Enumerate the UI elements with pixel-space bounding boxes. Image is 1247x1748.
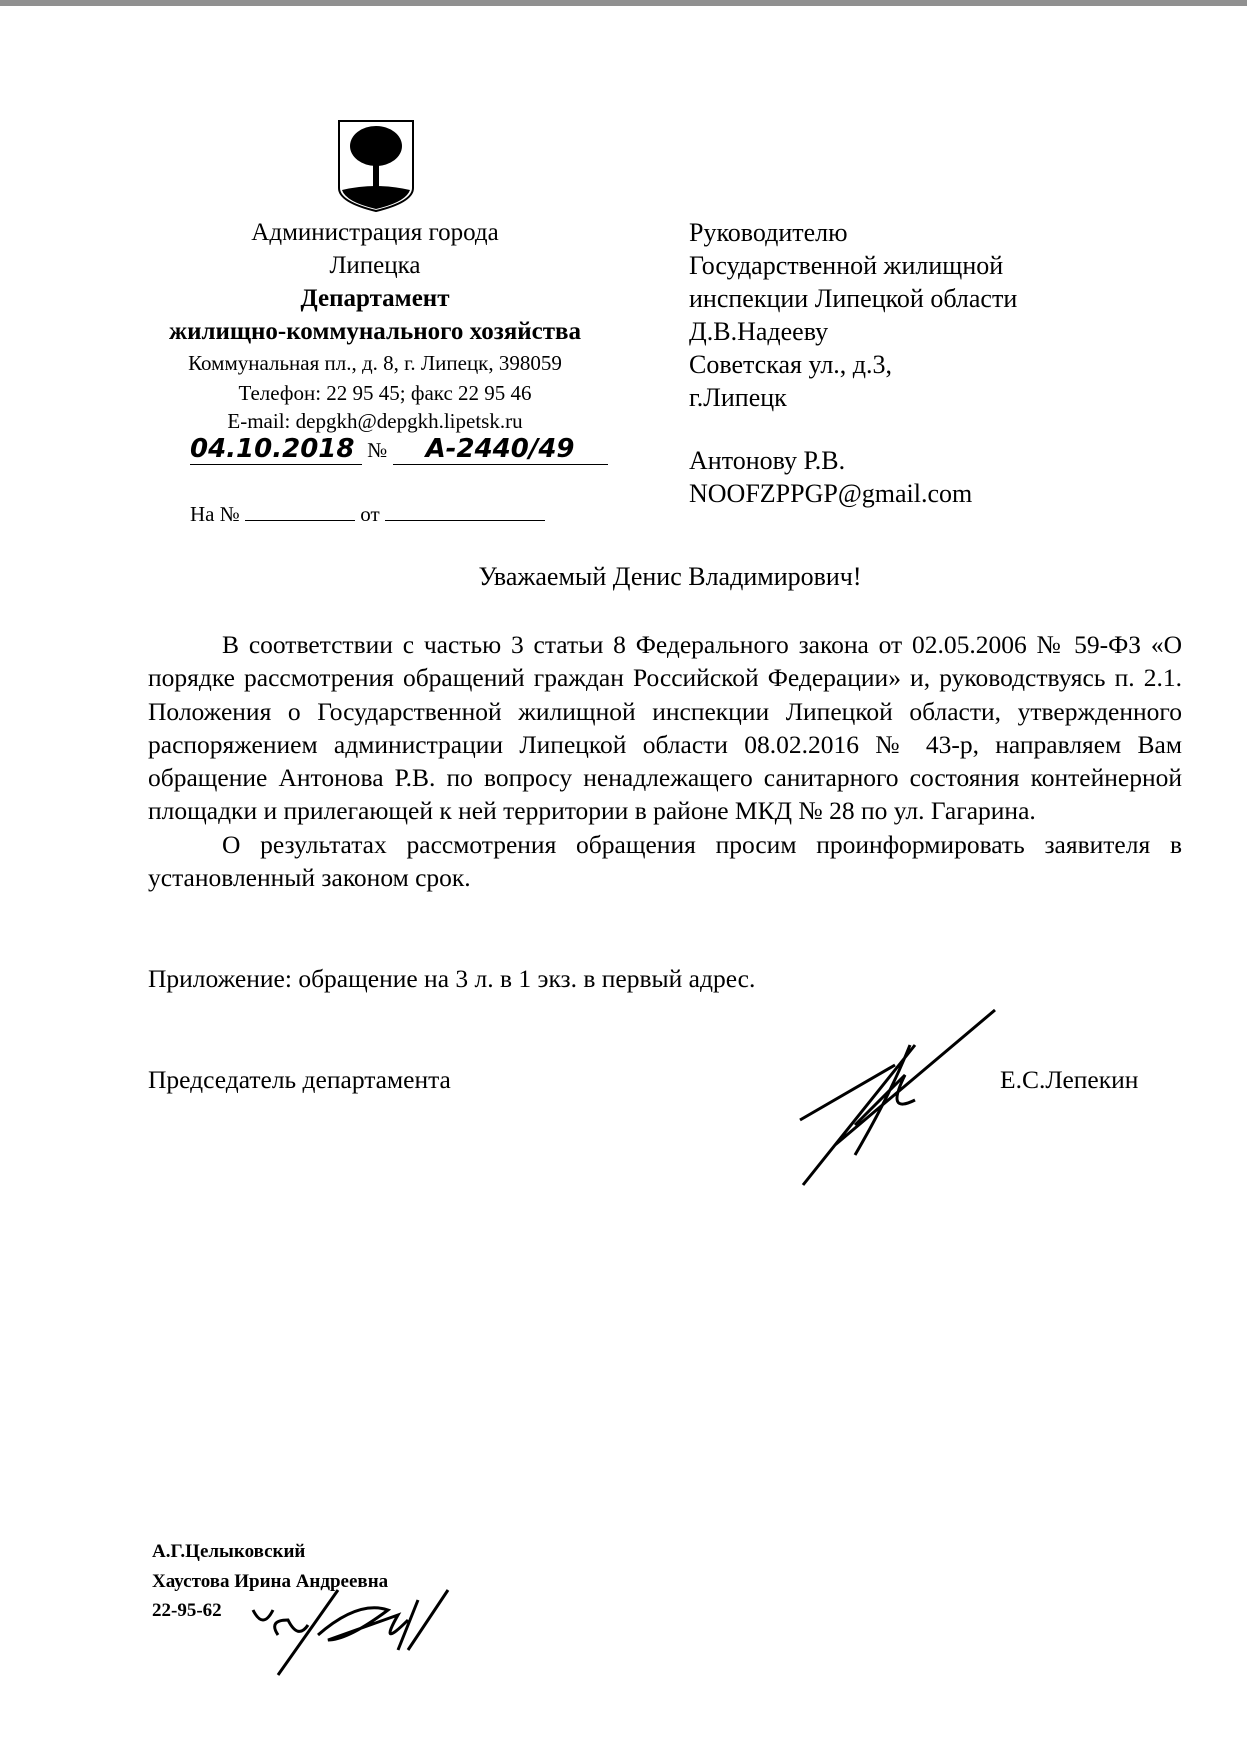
letterhead — [140, 216, 610, 434]
addressee-line: г.Липецк — [689, 383, 787, 412]
outgoing-reference — [190, 434, 608, 465]
letter-body — [148, 628, 1182, 894]
salutation: Уважаемый Денис Владимирович! — [478, 562, 862, 591]
addressee-line: Д.В.Надееву — [689, 317, 829, 346]
addressee-line: Государственной жилищной — [689, 251, 1004, 280]
letterhead-line4: жилищно-коммунального хозяйства — [168, 318, 582, 345]
signature-image — [795, 1005, 1005, 1195]
letterhead-address: Коммунальная пл., д. 8, г. Липецк, 398059 — [188, 351, 562, 375]
addressee-line: инспекции Липецкой области — [689, 284, 1018, 313]
copy-addressee-email: NOOFZPPGP@gmail.com — [689, 479, 973, 508]
scan-edge — [0, 0, 1247, 6]
letterhead-line1: Администрация города — [251, 219, 499, 246]
letterhead-line3: Департамент — [300, 285, 450, 312]
addressee-block — [689, 216, 1017, 510]
letterhead-line2: Липецка — [329, 252, 421, 279]
reply-date-blank — [385, 502, 545, 521]
signer-position: Председатель департамента — [148, 1065, 451, 1094]
footer-line2: Хаустова Ирина Андреевна — [152, 1570, 389, 1592]
attachment-note: Приложение: обращение на 3 л. в 1 экз. в первый адрес. — [148, 964, 756, 993]
reply-number-label: На № — [190, 502, 240, 526]
letterhead-email: E-mail: depgkh@depgkh.lipetsk.ru — [227, 409, 523, 433]
copy-addressee-name: Антонову Р.В. — [689, 446, 846, 475]
executor-signature-image — [248, 1580, 458, 1685]
letterhead-phone: Телефон: 22 95 45; факс 22 95 46 — [238, 381, 532, 405]
body-paragraph: О результатах рассмотрения обращения просим проинформировать заявителя в установленный законом срок. — [148, 829, 1182, 893]
number-handwritten: А-2440/49 — [393, 434, 608, 465]
reply-reference — [190, 502, 545, 527]
coat-of-arms-logo — [336, 118, 416, 219]
signer-name: Е.С.Лепекин — [1000, 1065, 1139, 1094]
reply-from-label: от — [360, 502, 380, 526]
footer-line3: 22-95-62 — [152, 1600, 222, 1621]
date-handwritten: 04.10.2018 — [190, 434, 362, 465]
body-paragraph: В соответствии с частью 3 статьи 8 Федерального закона от 02.05.2006 № 59-ФЗ «О порядке рассмотрения обращений граждан Российской Федерации» и, руководствуясь п. 2.1. Положения о Государственной жилищной инспекции Липецкой области, утвержденного распоряжением администрации Липецкой области 08.02.2016 № 43-р, направляем Вам обращение Антонова Р.В. по вопросу ненадлежащего санитарного состояния контейнерной площадки и прилегающей к ней территории в районе МКД № 28 по ул. Гагарина. — [148, 630, 1182, 826]
addressee-line: Руководителю — [689, 218, 848, 247]
number-label: № — [367, 438, 388, 462]
addressee-line: Советская ул., д.3, — [689, 350, 893, 379]
reply-number-blank — [245, 502, 355, 521]
footer-line1: А.Г.Целыковский — [152, 1541, 306, 1562]
